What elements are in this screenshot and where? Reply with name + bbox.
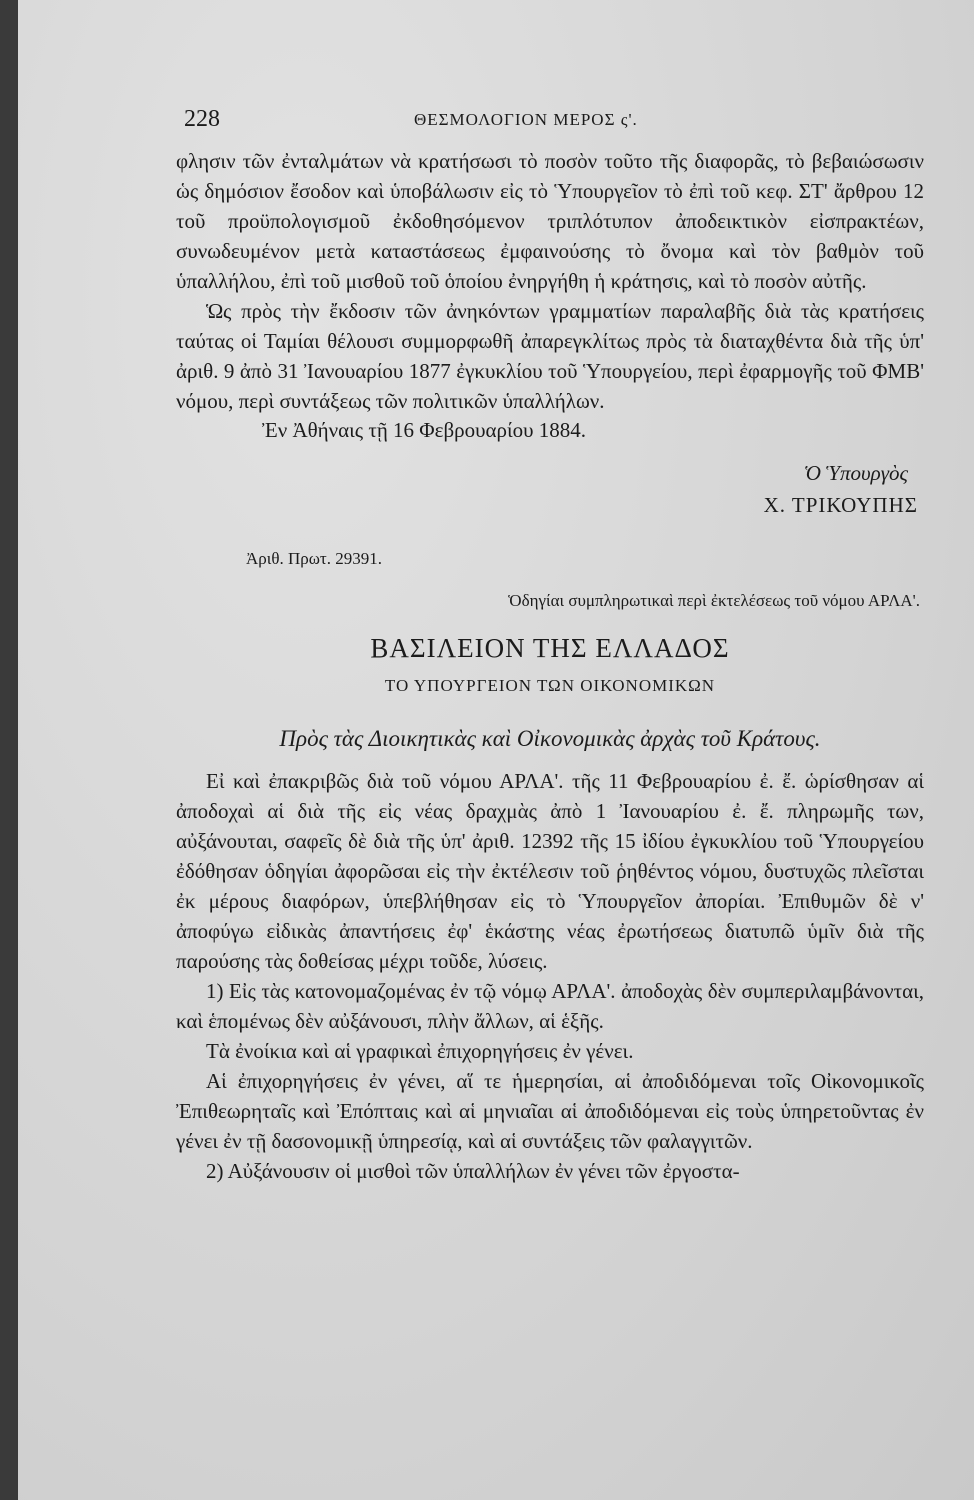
body-paragraph-1: φλησιν τῶν ἐνταλμάτων νὰ κρατήσωσι τὸ ποσὸν τοῦτο τῆς διαφορᾶς, τὸ βεβαιώσωσιν ὡς δημόσιον ἔσοδον καὶ ὑποβάλωσιν εἰς τὸ Ὑπουργεῖον τὸ ἐπὶ τοῦ κεφ. ΣΤ' ἄρθρου 12 τοῦ προϋπολογισμοῦ ἐκδοθησόμενον τριπλότυπον ἀποδεικτικὸν εἰσπρακτέων, συνωδευμένον μετὰ καταστάσεως ἐμφαινούσης τὸ ὄνομα καὶ τὸν βαθμὸν τοῦ ὑπαλλήλου, ἐπὶ τοῦ μισθοῦ τοῦ ὁποίου ἐνηργήθη ἡ κράτησις, καὶ τὸ ποσὸν αὐτῆς. (176, 149, 924, 293)
page-number: 228 (184, 106, 220, 132)
circular-subject: Ὁδηγίαι συμπληρωτικαὶ περὶ ἐκτελέσεως τοῦ νόμου ΑΡΛΑ'. (508, 591, 920, 610)
signature-role: Ὁ Ὑπουργὸς (803, 461, 908, 485)
page-header (176, 100, 924, 146)
circular-paragraph-5: 2) Αὐξάνουσιν οἱ μισθοὶ τῶν ὑπαλλήλων ἐν γένει τῶν ἐργοστα- (206, 1159, 740, 1183)
protocol-number: Ἀριθ. Πρωτ. 29391. (246, 549, 383, 568)
address-line: Πρὸς τὰς Διοικητικὰς καὶ Οἰκονομικὰς ἀρχὰς τοῦ Κράτους. (279, 726, 821, 751)
signature-block (176, 457, 918, 521)
ministry-heading: ΤΟ ΥΠΟΥΡΓΕΙΟΝ ΤΩΝ ΟΙΚΟΝΟΜΙΚΩΝ (384, 676, 716, 695)
body-paragraph-2: Ὡς πρὸς τὴν ἔκδοσιν τῶν ἀνηκόντων γραμματίων παραλαβῆς διὰ τὰς κρατήσεις ταύτας οἱ Ταμίαι θέλουσι συμμορφωθῆ ἀπαρεγκλίτως πρὸς τὰ διαταχθέντα διὰ τῆς ὑπ' ἀριθ. 9 ἀπὸ 31 Ἰανουαρίου 1877 ἐγκυκλίου τοῦ Ὑπουργείου, περὶ ἐφαρμογῆς τοῦ ΦΜΒ' νόμου, περὶ συντάξεως τῶν πολιτικῶν ὑπαλλήλων. (176, 299, 924, 413)
date-line: Ἐν Ἀθήναις τῇ 16 Φεβρουαρίου 1884. (262, 418, 587, 442)
running-title: ΘΕΣΜΟΛΟΓΙΟΝ ΜΕΡΟΣ ς'. (414, 110, 638, 129)
circular-paragraph-4: Αἱ ἐπιχορηγήσεις ἐν γένει, αἵ τε ἡμερησίαι, αἱ ἀποδιδόμεναι τοῖς Οἰκονομικοῖς Ἐπιθεωρηταῖς καὶ Ἐπόπταις καὶ αἱ μηνιαῖαι αἱ ἀποδιδόμεναι εἰς τοὺς ὑπηρετοῦντας ἐν γένει ἐν τῇ δασονομικῇ ὑπηρεσίᾳ, καὶ αἱ συντάξεις τῶν φαλαγγιτῶν. (176, 1069, 924, 1153)
circular-paragraph-2: 1) Εἰς τὰς κατονομαζομένας ἐν τῷ νόμῳ ΑΡΛΑ'. ἀποδοχὰς δὲν συμπεριλαμβάνονται, καὶ ἑπομένως δὲν αὐξάνουσι, πλὴν ἄλλων, αἱ ἑξῆς. (176, 979, 924, 1033)
circular-paragraph-3: Τὰ ἐνοίκια καὶ αἱ γραφικαὶ ἐπιχορηγήσεις ἐν γένει. (206, 1039, 634, 1063)
page-content (176, 100, 924, 1186)
circular-paragraph-1: Εἰ καὶ ἐπακριβῶς διὰ τοῦ νόμου ΑΡΛΑ'. τῆς 11 Φεβρουαρίου ἐ. ἔ. ὡρίσθησαν αἱ ἀποδοχαὶ αἱ διὰ τῆς εἰς νέας δραχμὰς ἀπὸ 1 Ἰανουαρίου ἐ. ἔ. πληρωμῆς των, αὐξάνουται, σαφεῖς δὲ διὰ τῆς ὑπ' ἀριθ. 12392 τῆς 15 ἰδίου ἐγκυκλίου τοῦ Ὑπουργείου ἐδόθησαν ὁδηγίαι ἀφορῶσαι εἰς τὴν ἐκτέλεσιν τοῦ ῥηθέντος νόμου, δυστυχῶς πλεῖσται ἐκ μέρους διαφόρων, ὑπεβλήθησαν εἰς τὸ Ὑπουργεῖον ἀπορίαι. Ἐπιθυμῶν δὲ ν' ἀποφύγω εἰδικὰς ἀπαντήσεις ἐφ' ἑκάστης νέας ἐρωτήσεως διατυπῶ ὑμῖν διὰ τῆς παρούσης τὰς δοθείσας μέχρι τοῦδε, λύσεις. (176, 769, 924, 973)
document-page (18, 0, 974, 1500)
signature-name: Χ. ΤΡΙΚΟΥΠΗΣ (763, 493, 918, 517)
kingdom-heading: ΒΑΣΙΛΕΙΟΝ ΤΗΣ ΕΛΛΑΔΟΣ (370, 633, 730, 663)
